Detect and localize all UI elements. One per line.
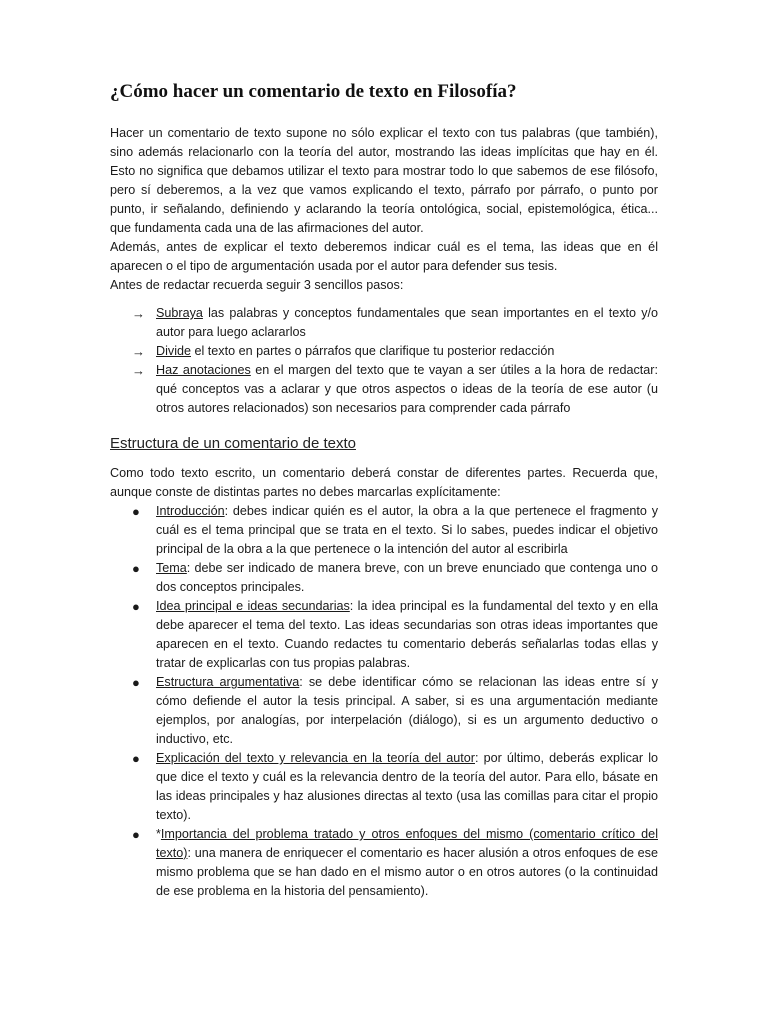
part-prefix: * [156, 827, 161, 841]
steps-list [110, 304, 658, 418]
bullet-icon: ● [132, 599, 140, 614]
section-intro: Como todo texto escrito, un comentario deberá constar de diferentes partes. Recuerda que, aunque conste de distintas partes no debes marcarlas explícitamente: [110, 466, 658, 499]
bullet-icon: ● [132, 504, 140, 519]
part-item [110, 597, 658, 673]
step-text: en el margen del texto que te vayan a ser útiles a la hora de redactar: qué conceptos vas a aclarar y que otros aspectos o ideas de la teoría de ese autor (u otros autores relacionados) son necesarios para comprender cada párrafo [156, 363, 658, 415]
part-term: Estructura argumentativa [156, 675, 300, 689]
part-term: Tema [156, 561, 187, 575]
part-text: : una manera de enriquecer el comentario es hacer alusión a otros enfoques de ese mismo problema que se han dado en el mismo autor o en otros autores (o la continuidad de ese problema en la historia del pensamiento). [156, 846, 658, 898]
intro-paragraph: Hacer un comentario de texto supone no sólo explicar el texto con tus palabras (que también), sino además relacionarlo con la teoría del autor, mostrando las ideas implícitas que hay en él. Esto no significa que debamos utilizar el texto para mostrar todo lo que sabemos de ese filósofo, pero sí deberemos, a la vez que vamos explicando el texto, párrafo por párrafo, o punto por punto, ir señalando, definiendo y aclarando la teoría ontológica, social, epistemológica, ética... que fundamenta cada una de las afirmaciones del autor. [110, 126, 658, 235]
section-heading: Estructura de un comentario de texto [110, 435, 356, 452]
document-page [110, 80, 658, 901]
step-text: las palabras y conceptos fundamentales que sean importantes en el texto y/o autor para luego aclararlos [156, 306, 658, 339]
parts-list [110, 502, 658, 901]
part-term: Explicación del texto y relevancia en la teoría del autor [156, 751, 475, 765]
step-item [110, 361, 658, 418]
part-term: Idea principal e ideas secundarias [156, 599, 350, 613]
bullet-icon: ● [132, 827, 140, 842]
step-term: Subraya [156, 306, 203, 320]
part-item [110, 825, 658, 901]
page-title: ¿Cómo hacer un comentario de texto en Filosofía? [110, 81, 517, 102]
intro-paragraph: Además, antes de explicar el texto deberemos indicar cuál es el tema, las ideas que en él aparecen o el tipo de argumentación usada por el autor para defender sus tesis. [110, 240, 658, 273]
part-item [110, 749, 658, 825]
part-term: Importancia del problema tratado y otros enfoques del mismo (comentario crítico del texto) [156, 827, 658, 860]
bullet-icon: ● [132, 751, 140, 766]
part-term: Introducción [156, 504, 225, 518]
arrow-right-icon: → [132, 344, 145, 359]
part-item [110, 673, 658, 749]
intro-paragraph: Antes de redactar recuerda seguir 3 sencillos pasos: [110, 278, 404, 292]
step-item [110, 304, 658, 342]
part-text: : por último, deberás explicar lo que dice el texto y cuál es la relevancia dentro de la teoría del autor. Para ello, básate en las ideas principales y haz alusiones directas al texto (usa las comillas para citar el propio texto). [156, 751, 659, 822]
bullet-icon: ● [132, 675, 140, 690]
arrow-right-icon: → [132, 306, 145, 321]
part-item [110, 559, 658, 597]
part-text: : la idea principal es la fundamental del texto y en ella debe aparecer el tema del texto. Las ideas secundarias son otras ideas importantes que aparecen en el texto. Cuando redactes tu comentario deberás señalarlas todas ellas y tratar de explicarlas con tus propias palabras. [156, 599, 658, 670]
step-term: Haz anotaciones [156, 363, 251, 377]
step-item [110, 342, 658, 361]
part-item [110, 502, 658, 559]
part-text: : debes indicar quién es el autor, la obra a la que pertenece el fragmento y cuál es el tema principal que se trata en el texto. Si lo sabes, puedes indicar el objetivo principal de la obra a la que pertenece o la intención del autor al escribirla [156, 504, 658, 556]
part-text: : se debe identificar cómo se relacionan las ideas entre sí y cómo defiende el autor la tesis principal. A saber, si es una argumentación mediante ejemplos, por analogías, por interpelación (diálogo), si es un argumento deductivo o inductivo, etc. [156, 675, 658, 746]
bullet-icon: ● [132, 561, 140, 576]
arrow-right-icon: → [132, 363, 145, 378]
part-text: : debe ser indicado de manera breve, con un breve enunciado que contenga uno o dos conceptos principales. [156, 561, 658, 594]
step-term: Divide [156, 344, 191, 358]
step-text: el texto en partes o párrafos que clarifique tu posterior redacción [191, 344, 555, 358]
